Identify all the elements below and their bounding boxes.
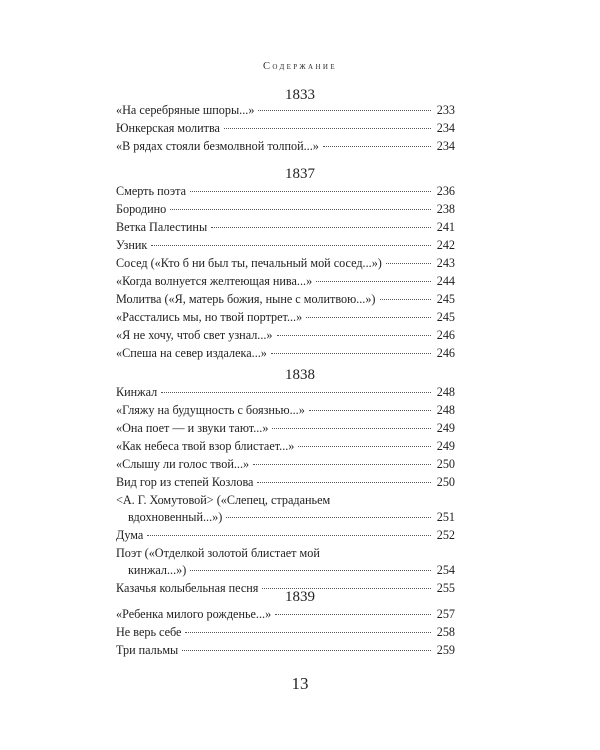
entry-page-number: 249	[436, 439, 455, 453]
entry-title: Кинжал	[116, 385, 158, 399]
section-year-1837: 1837	[285, 166, 315, 182]
entry-title: «Спеша на север издалека...»	[116, 346, 267, 360]
toc-entry[interactable]	[116, 291, 455, 308]
dot-leader	[306, 317, 431, 318]
section-year-1839: 1839	[285, 589, 315, 605]
entry-title: «Расстались мы, но твой портрет...»	[116, 310, 303, 324]
page-number: 13	[291, 674, 309, 693]
toc-entry[interactable]	[116, 384, 455, 401]
entry-page-number: 246	[436, 328, 455, 342]
toc-entry[interactable]	[116, 474, 455, 491]
entry-title: Молитва («Я, матерь божия, ныне с молитвою...»)	[116, 292, 376, 306]
entry-title: Юнкерская молитва	[116, 121, 220, 135]
entry-page-number: 234	[436, 139, 455, 153]
entry-title: «Слышу ли голос твой...»	[116, 457, 250, 471]
toc-entry[interactable]	[116, 138, 455, 155]
toc-entry[interactable]	[116, 183, 455, 200]
entry-title: Не верь себе	[116, 625, 182, 639]
dot-leader	[161, 392, 431, 393]
entry-page-number: 257	[436, 607, 455, 621]
entry-page-number: 255	[436, 581, 455, 595]
entry-title: Бородино	[116, 202, 167, 216]
entry-title: Дума	[116, 528, 144, 542]
entry-page-number: 245	[436, 292, 455, 306]
toc-entry[interactable]	[116, 273, 455, 290]
toc-entry[interactable]	[116, 255, 455, 272]
entry-title: Три пальмы	[116, 643, 179, 657]
dot-leader	[275, 614, 431, 615]
entry-page-number: 238	[436, 202, 455, 216]
toc-entry[interactable]	[116, 102, 455, 119]
toc-entry-multiline[interactable]	[116, 492, 455, 525]
entry-page-number: 252	[436, 528, 455, 542]
dot-leader	[298, 446, 431, 447]
dot-leader	[309, 410, 431, 411]
dot-leader	[386, 263, 431, 264]
dot-leader	[226, 517, 431, 518]
toc-entry[interactable]	[116, 438, 455, 455]
dot-leader	[271, 353, 431, 354]
toc-entry[interactable]	[116, 309, 455, 326]
dot-leader	[316, 281, 431, 282]
toc-entry[interactable]	[116, 456, 455, 473]
entry-page-number: 250	[436, 475, 455, 489]
dot-leader	[277, 335, 431, 336]
toc-entry[interactable]	[116, 237, 455, 254]
entry-page-number: 254	[436, 562, 455, 577]
entry-title: «На серебряные шпоры...»	[116, 103, 255, 117]
dot-leader	[185, 632, 431, 633]
entry-title: «Гляжу на будущность с боязнью...»	[116, 403, 305, 417]
toc-entry[interactable]	[116, 420, 455, 437]
entry-title: Узник	[116, 238, 148, 252]
entry-page-number: 246	[436, 346, 455, 360]
entry-page-number: 234	[436, 121, 455, 135]
dot-leader	[182, 650, 431, 651]
dot-leader	[211, 227, 431, 228]
dot-leader	[323, 146, 431, 147]
toc-entry-multiline[interactable]	[116, 545, 455, 578]
section-year-1833: 1833	[285, 87, 315, 103]
dot-leader	[257, 482, 431, 483]
entry-page-number: 244	[436, 274, 455, 288]
dot-leader	[151, 245, 431, 246]
entry-title: Ветка Палестины	[116, 220, 208, 234]
entry-title-line2: вдохновенный...»)	[128, 509, 223, 524]
entry-title: «Как небеса твой взор блистает...»	[116, 439, 295, 453]
entry-title-line1: <А. Г. Хомутовой> («Слепец, страданьем	[116, 493, 331, 507]
entry-page-number: 236	[436, 184, 455, 198]
running-head: Содержание	[262, 61, 338, 72]
toc-entry[interactable]	[116, 606, 455, 623]
dot-leader	[272, 428, 431, 429]
toc-entry[interactable]	[116, 201, 455, 218]
entry-page-number: 233	[436, 103, 455, 117]
entry-title-line2: кинжал...»)	[128, 562, 187, 577]
entry-title: Сосед («Кто б ни был ты, печальный мой сосед...»)	[116, 256, 382, 270]
entry-page-number: 242	[436, 238, 455, 252]
entry-title-line1: Поэт («Отделкой золотой блистает мой	[116, 546, 320, 560]
toc-entry[interactable]	[116, 624, 455, 641]
dot-leader	[190, 191, 431, 192]
toc-entry[interactable]	[116, 219, 455, 236]
entry-page-number: 259	[436, 643, 455, 657]
dot-leader	[380, 299, 432, 300]
entry-page-number: 250	[436, 457, 455, 471]
dot-leader	[147, 535, 431, 536]
dot-leader	[170, 209, 431, 210]
entry-page-number: 248	[436, 385, 455, 399]
entry-title: Смерть поэта	[116, 184, 186, 198]
toc-entry[interactable]	[116, 345, 455, 362]
entry-title: «Я не хочу, чтоб свет узнал...»	[116, 328, 273, 342]
entry-page-number: 258	[436, 625, 455, 639]
toc-entry[interactable]	[116, 120, 455, 137]
entry-page-number: 245	[436, 310, 455, 324]
dot-leader	[258, 110, 431, 111]
entry-title: Вид гор из степей Козлова	[116, 475, 254, 489]
entry-page-number: 248	[436, 403, 455, 417]
entry-page-number: 243	[436, 256, 455, 270]
entry-title: «Она поет — и звуки тают...»	[116, 421, 269, 435]
entry-page-number: 241	[436, 220, 455, 234]
entry-title: «Когда волнуется желтеющая нива...»	[116, 274, 313, 288]
dot-leader	[190, 570, 431, 571]
entry-title: Казачья колыбельная песня	[116, 581, 259, 595]
entry-page-number: 251	[436, 509, 455, 524]
dot-leader	[253, 464, 431, 465]
dot-leader	[224, 128, 431, 129]
entry-title: «В рядах стояли безмолвной толпой...»	[116, 139, 319, 153]
entry-page-number: 249	[436, 421, 455, 435]
toc-entry[interactable]	[116, 402, 455, 419]
toc-entry[interactable]	[116, 642, 455, 659]
entry-title: «Ребенка милого рожденье...»	[116, 607, 272, 621]
section-year-1838: 1838	[285, 367, 315, 383]
toc-entry[interactable]	[116, 527, 455, 544]
toc-entry[interactable]	[116, 327, 455, 344]
